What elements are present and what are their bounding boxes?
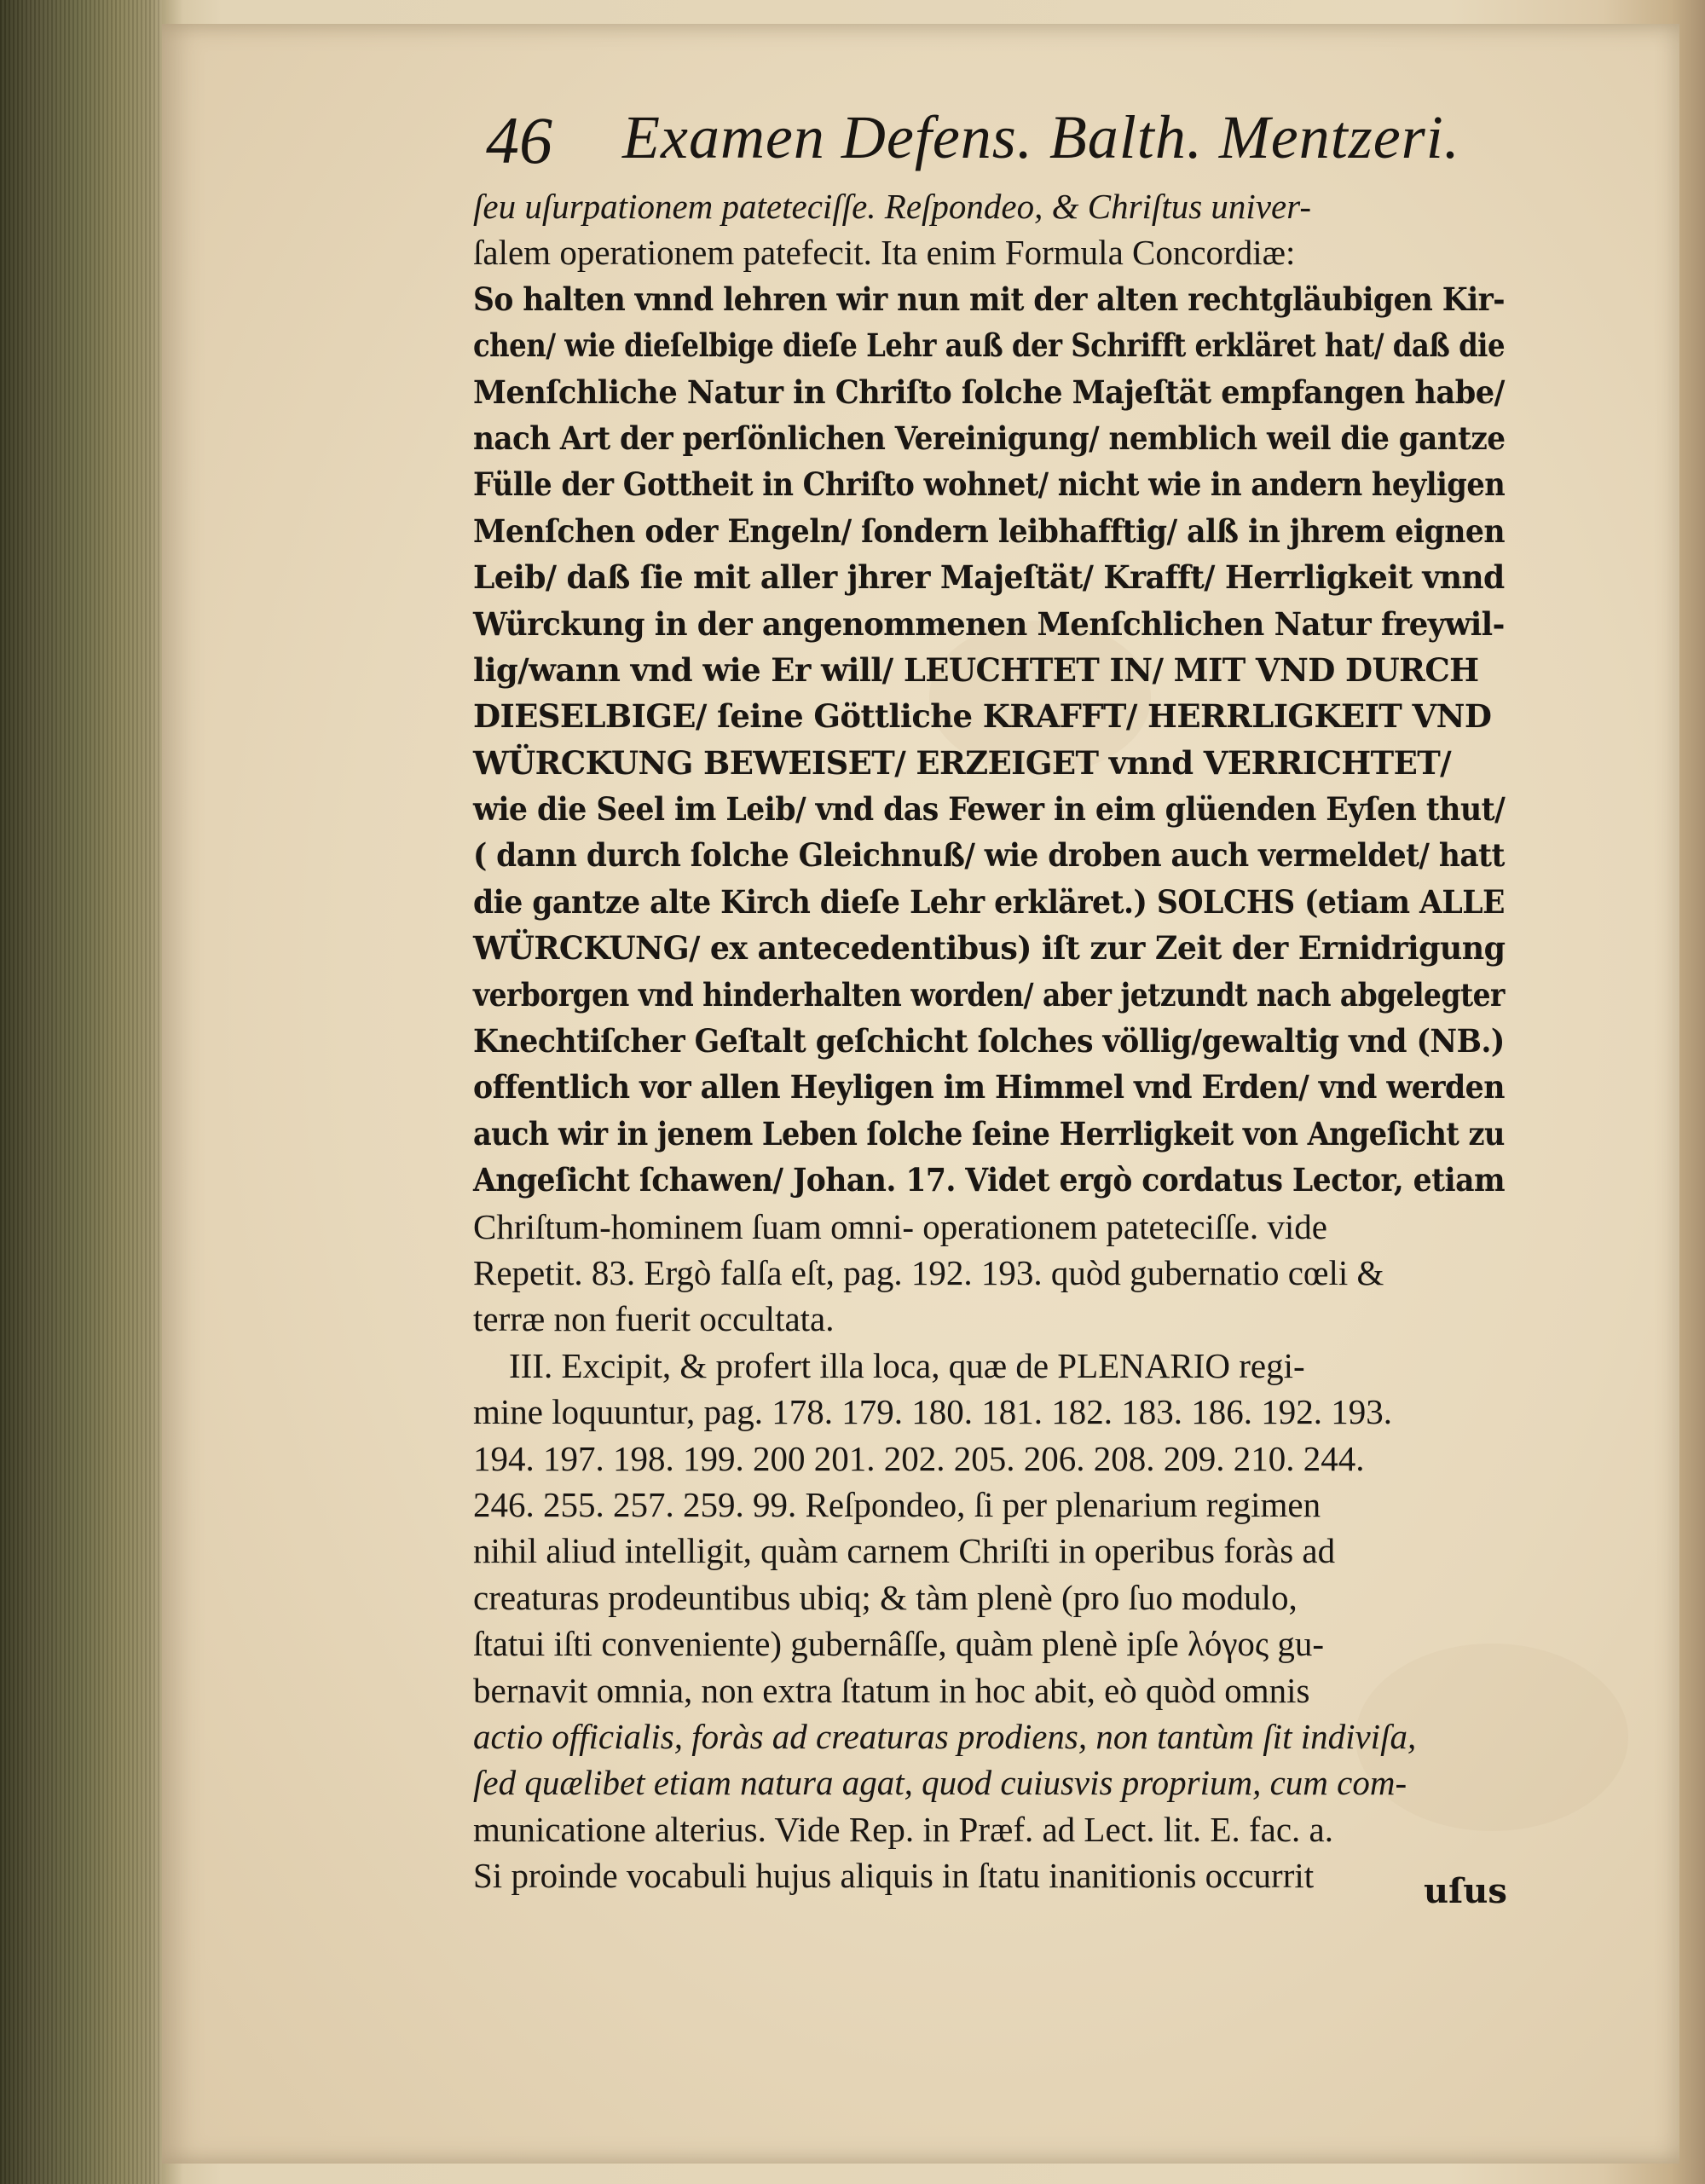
text-line: nach Art der perſönlichen Vereinigung/ nemblich weil die gantze	[473, 419, 1506, 457]
text-line: Würckung in der angenommenen Menſchlichen Natur freywil-	[473, 604, 1505, 643]
text-line: bernavit omnia, non extra ſtatum in hoc abit, eò quòd omnis	[473, 1670, 1310, 1710]
text-line: mine loquuntur, pag. 178. 179. 180. 181. 182. 183. 186. 192. 193.	[473, 1392, 1392, 1432]
text-line: ( dann durch ſolche Gleichnuß/ wie droben auch vermeldet/ hatt	[473, 836, 1505, 875]
text-line: DIESELBIGE/ ſeine Göttliche KRAFFT/ HERRLIGKEIT VND	[473, 697, 1492, 736]
text-line: actio officialis, foràs ad creaturas prodiens, non tantùm ſit indiviſa,	[473, 1716, 1417, 1756]
page-edges	[0, 0, 162, 2184]
text-line: Repetit. 83. Ergò falſa eſt, pag. 192. 193. quòd gubernatio cœli &	[473, 1252, 1384, 1292]
text-line: WÜRCKUNG BEWEISET/ ERZEIGET vnnd VERRICHTET/	[473, 743, 1452, 782]
text-line: ſtatui iſti conveniente) gubernâſſe, quàm plenè ipſe λόγος gu-	[473, 1624, 1325, 1664]
text-line: WÜRCKUNG/ ex antecedentibus) iſt zur Zeit der Ernidrigung	[473, 929, 1506, 968]
text-line: III. Excipit, & profert illa loca, quæ de PLENARIO regi-	[509, 1345, 1305, 1385]
text-line: lig/wann vnd wie Er will/ LEUCHTET IN/ MIT VND DURCH	[473, 650, 1479, 689]
text-line: verborgen vnd hinderhalten worden/ aber jetzundt nach abgelegter	[473, 975, 1505, 1014]
text-line: wie die Seel im Leib/ vnd das Fewer in eim glüenden Eyſen thut/	[473, 790, 1506, 829]
text-line: Fülle der Gottheit in Chriſto wohnet/ nicht wie in andern heyligen	[473, 465, 1506, 504]
text-line: ſeu uſurpationem pateteciſſe. Reſpondeo, & Chriſtus univer-	[473, 187, 1311, 226]
text-block	[473, 183, 1505, 1898]
text-line: ſed quælibet etiam natura agat, quod cuiusvis proprium, cum com-	[473, 1763, 1407, 1803]
text-line: 246. 255. 257. 259. 99. Reſpondeo, ſi per plenarium regimen	[473, 1484, 1321, 1524]
text-line: nihil aliud intelligit, quàm carnem Chriſti in operibus foràs ad	[473, 1531, 1336, 1571]
text-line: chen/ wie dieſelbige dieſe Lehr auß der Schrifft erkläret hat/ daß die	[473, 326, 1506, 365]
running-title: Examen Defens. Balth. Mentzeri.	[622, 103, 1460, 171]
text-line: creaturas prodeuntibus ubiq; & tàm plenè (pro ſuo modulo,	[473, 1577, 1298, 1617]
text-line: Menſchliche Natur in Chriſto ſolche Majeſtät empfangen habe/	[473, 373, 1505, 411]
text-line: Chriſtum-hominem ſuam omni- operationem pateteciſſe. vide	[473, 1206, 1327, 1246]
catchword: uſus	[1424, 1871, 1507, 1911]
text-line: offentlich vor allen Heyligen im Himmel vnd Erden/ vnd werden	[473, 1068, 1505, 1106]
text-line: terræ non fuerit occultata.	[473, 1299, 835, 1339]
text-line: die gantze alte Kirch dieſe Lehr erkläret.) SOLCHS (etiam ALLE	[473, 882, 1505, 921]
text-line: municatione alterius. Vide Rep. in Præf. ad Lect. lit. E. fac. a.	[473, 1809, 1333, 1849]
text-line: Si proinde vocabuli hujus aliquis in ſtatu inanitionis occurrit	[473, 1856, 1315, 1896]
page-header	[486, 102, 1492, 188]
page-number: 46	[486, 103, 552, 177]
text-line: Angeſicht ſchawen/ Johan. 17. Videt ergò cordatus Lector, etiam	[473, 1161, 1506, 1199]
text-line: So halten vnnd lehren wir nun mit der alten rechtgläubigen Kir-	[473, 280, 1506, 318]
text-line: auch wir in jenem Leben ſolche ſeine Herrligkeit von Angeſicht zu	[473, 1114, 1505, 1153]
text-line: 194. 197. 198. 199. 200 201. 202. 205. 206. 208. 209. 210. 244.	[473, 1438, 1365, 1478]
text-line: ſalem operationem patefecit. Ita enim Formula Concordiæ:	[473, 233, 1296, 273]
text-line: Menſchen oder Engeln/ ſondern leibhafftig/ alß in jhrem eignen	[473, 511, 1506, 550]
text-line: Knechtiſcher Geſtalt geſchicht ſolches völlig/gewaltig vnd (NB.)	[473, 1022, 1505, 1060]
text-line: Leib/ daß ſie mit aller jhrer Majeſtät/ Krafft/ Herrligkeit vnnd	[473, 558, 1505, 597]
